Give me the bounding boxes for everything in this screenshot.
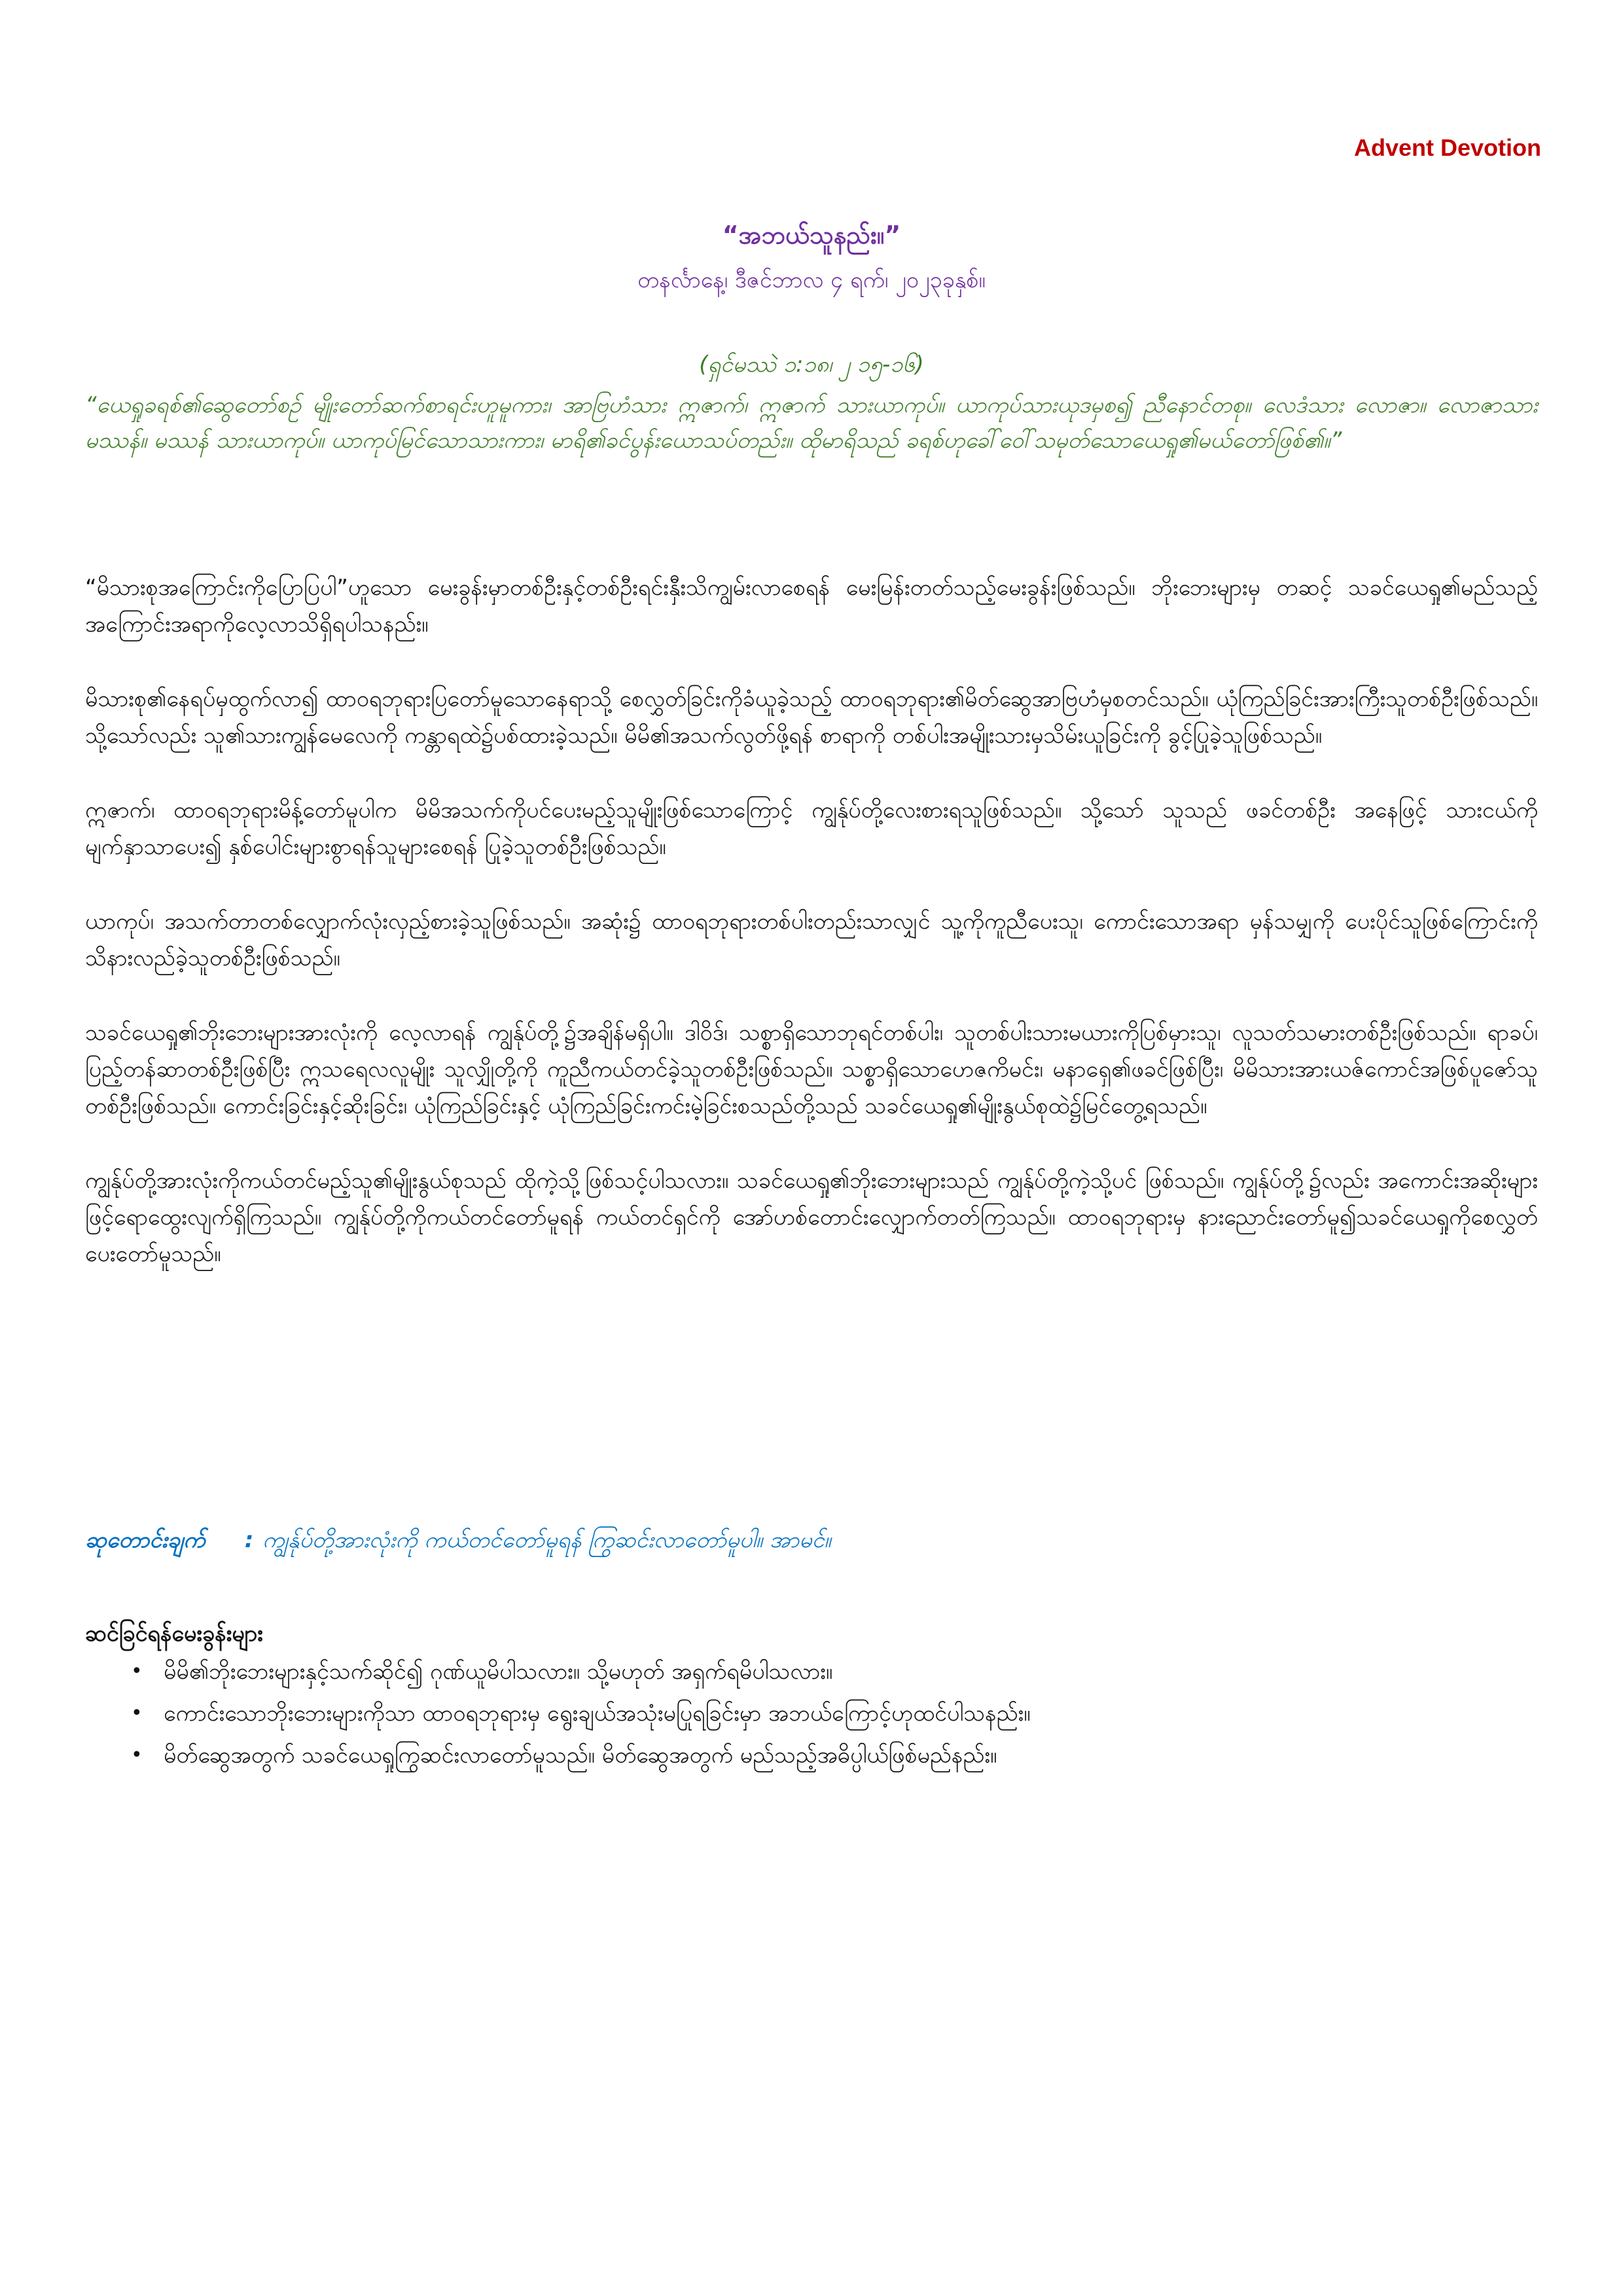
bullet-icon: • <box>131 1744 143 1767</box>
bullet-icon: • <box>131 1660 143 1683</box>
body-paragraph-2: မိသားစု၏နေရပ်မှထွက်လာ၍ ထာဝရဘုရားပြတော်မူသောနေရာသို့ စေလွှတ်ခြင်းကိုခံယူခဲ့သည့် ထာဝရဘုရား၏မိတ်ဆွေအာဗြဟံမှစတင်သည်။ ယုံကြည်ခြင်းအားကြီးသူတစ်ဦးဖြစ်သည်။ သို့သော်လည်း သူ၏သားကျွန်မေလေကို ကန္တာရထဲ၌ပစ်ထားခဲ့သည်။ မိမိ၏အသက်လွတ်ဖို့ရန် စာရာကို တစ်ပါးအမျိုးသားမှသိမ်းယူခြင်းကို ခွင့်ပြုခဲ့သူဖြစ်သည်။ <box>85 686 1538 749</box>
reflection-questions <box>85 1617 1538 1780</box>
scripture-block <box>85 347 1538 458</box>
body-paragraph-1: “မိသားစုအကြောင်းကိုပြောပြပါ”ဟူသော မေးခွန်းမှာတစ်ဦးနှင့်တစ်ဦးရင်းနှီးသိကျွမ်းလာစေရန် မေးမြန်းတတ်သည့်မေးခွန်းဖြစ်သည်။ ဘိုးဘေးများမှ တဆင့် သခင်ယေရှု၏မည်သည့်အကြောင်းအရာကိုလေ့လာသိရှိရပါသနည်း။ <box>85 575 1538 637</box>
body-paragraph-6: ကျွန်ုပ်တို့အားလုံးကိုကယ်တင်မည့်သူ၏မျိုးနွယ်စုသည် ထိုကဲ့သို့ဖြစ်သင့်ပါသလား။ သခင်ယေရှု၏ဘိုးဘေးများသည် ကျွန်ုပ်တို့ကဲ့သို့ပင် ဖြစ်သည်။ ကျွန်ုပ်တို့၌လည်း အကောင်းအဆိုးများဖြင့်ရောထွေးလျက်ရှိကြသည်။ ကျွန်ုပ်တို့ကိုကယ်တင်တော်မူရန် ကယ်တင်ရှင်ကို အော်ဟစ်တောင်းလျှောက်တတ်ကြသည်။ ထာဝရဘုရားမှ နားညောင်းတော်မူ၍သခင်ယေရှုကိုစေလွှတ်ပေးတော်မူသည်။ <box>85 1168 1538 1267</box>
body-paragraph-3: ဣဇာက်၊ ထာဝရဘုရားမိန့်တော်မူပါက မိမိအသက်ကိုပင်ပေးမည့်သူမျိုးဖြစ်သောကြောင့် ကျွန်ုပ်တို့လေးစားရသူဖြစ်သည်။ သို့သော် သူသည် ဖခင်တစ်ဦး အနေဖြင့် သားငယ်ကိုမျက်နှာသာပေး၍ နှစ်ပေါင်းများစွာရန်သူများစေရန် ပြုခဲ့သူတစ်ဦးဖြစ်သည်။ <box>85 797 1538 860</box>
scripture-text: “ယေရှုခရစ်၏ဆွေတော်စဉ် မျိုးတော်ဆက်စာရင်းဟူမူကား၊ အာဗြဟံသား ဣဇာက်၊ ဣဇာက် သားယာကုပ်။ ယာကုပ်သားယုဒမှစ၍ ညီနောင်တစု။ လေဒံသား လောဇာ။ လောဇာသား မဿန်။ မဿန် သားယာကုပ်။ ယာကုပ်မြင်သောသားကား၊ မာရိ၏ခင်ပွန်းယောသပ်တည်း။ ထိုမာရိသည် ခရစ်ဟုခေါ်ဝေါ်သမုတ်သောယေရှု၏မယ်တော်ဖြစ်၏။” <box>85 392 1538 454</box>
devotion-title: “အဘယ်သူနည်း။” <box>722 221 901 249</box>
prayer-text: ကျွန်ုပ်တို့အားလုံးကို ကယ်တင်တော်မူရန် ကြွဆင်းလာတော်မူပါ။ အာမင်။ <box>262 1527 831 1553</box>
body-paragraph-5: သခင်ယေရှု၏ဘိုးဘေးများအားလုံးကို လေ့လာရန် ကျွန်ုပ်တို့၌အချိန်မရှိပါ။ ဒါဝိဒ်၊ သစ္စာရှိသောဘုရင်တစ်ပါး၊ သူတစ်ပါးသားမယားကိုပြစ်မှားသူ၊ လူသတ်သမားတစ်ဦးဖြစ်သည်။ ရာခပ်၊ ပြည့်တန်ဆာတစ်ဦးဖြစ်ပြီး ဣသရေလလူမျိုး သူလျှိုတို့ကို ကူညီကယ်တင်ခဲ့သူတစ်ဦးဖြစ်သည်။ သစ္စာရှိသောဟေဇကိမင်း၊ မနာရှေ၏ဖခင်ဖြစ်ပြီး၊ မိမိသားအားယဇ်ကောင်အဖြစ်ပူဇော်သူတစ်ဦးဖြစ်သည်။ ကောင်းခြင်းနှင့်ဆိုးခြင်း၊ ယုံကြည်ခြင်းနှင့် ယုံကြည်ခြင်းကင်းမဲ့ခြင်းစသည်တို့သည် သခင်ယေရှု၏မျိုးနွယ်စုထဲ၌မြင်တွေ့ရသည်။ <box>85 1020 1538 1119</box>
question-list <box>85 1655 1538 1772</box>
title-block <box>85 219 1538 298</box>
list-item <box>85 1696 1538 1731</box>
list-item <box>85 1738 1538 1772</box>
list-item <box>85 1655 1538 1689</box>
prayer-line <box>85 1522 1538 1558</box>
devotion-body <box>85 569 1538 1310</box>
scripture-reference: (ရှင်မဿဲ ၁:၁၈၊ ၂ ၁၅-၁၆) <box>699 351 924 378</box>
bullet-icon: • <box>131 1702 143 1725</box>
devotion-date: တနင်္လာနေ့၊ ဒီဇင်ဘာလ ၄ ရက်၊ ၂၀၂၃ခုနှစ်။ <box>637 267 986 293</box>
prayer-separator: : <box>244 1527 254 1553</box>
question-text: မိတ်ဆွေအတွက် သခင်ယေရှုကြွဆင်းလာတော်မူသည်။ မိတ်ဆွေအတွက် မည်သည့်အဓိပ္ပါယ်ဖြစ်မည်နည်း။ <box>164 1742 997 1768</box>
series-label: Advent Devotion <box>1353 134 1541 161</box>
reflection-heading: ဆင်ခြင်ရန်မေးခွန်းများ <box>85 1621 263 1647</box>
body-paragraph-4: ယာကုပ်၊ အသက်တာတစ်လျှောက်လုံးလှည့်စားခဲ့သူဖြစ်သည်။ အဆုံး၌ ထာဝရဘုရားတစ်ပါးတည်းသာလျှင် သူ့ကိုကူညီပေးသူ၊ ကောင်းသောအရာ မှန်သမျှကို ပေးပိုင်သူဖြစ်ကြောင်းကို သိနားလည်ခဲ့သူတစ်ဦးဖြစ်သည်။ <box>85 908 1538 971</box>
question-text: ကောင်းသောဘိုးဘေးများကိုသာ ထာဝရဘုရားမှ ရွေးချယ်အသုံးမပြုရခြင်းမှာ အဘယ်ကြောင့်ဟုထင်ပါသနည်း။ <box>164 1700 1031 1727</box>
prayer-label: ဆုတောင်းချက် <box>85 1527 205 1553</box>
question-text: မိမိ၏ဘိုးဘေးများနှင့်သက်ဆိုင်၍ ဂုဏ်ယူမိပါသလား။ သို့မဟုတ် အရှက်ရမိပါသလား။ <box>164 1659 833 1685</box>
